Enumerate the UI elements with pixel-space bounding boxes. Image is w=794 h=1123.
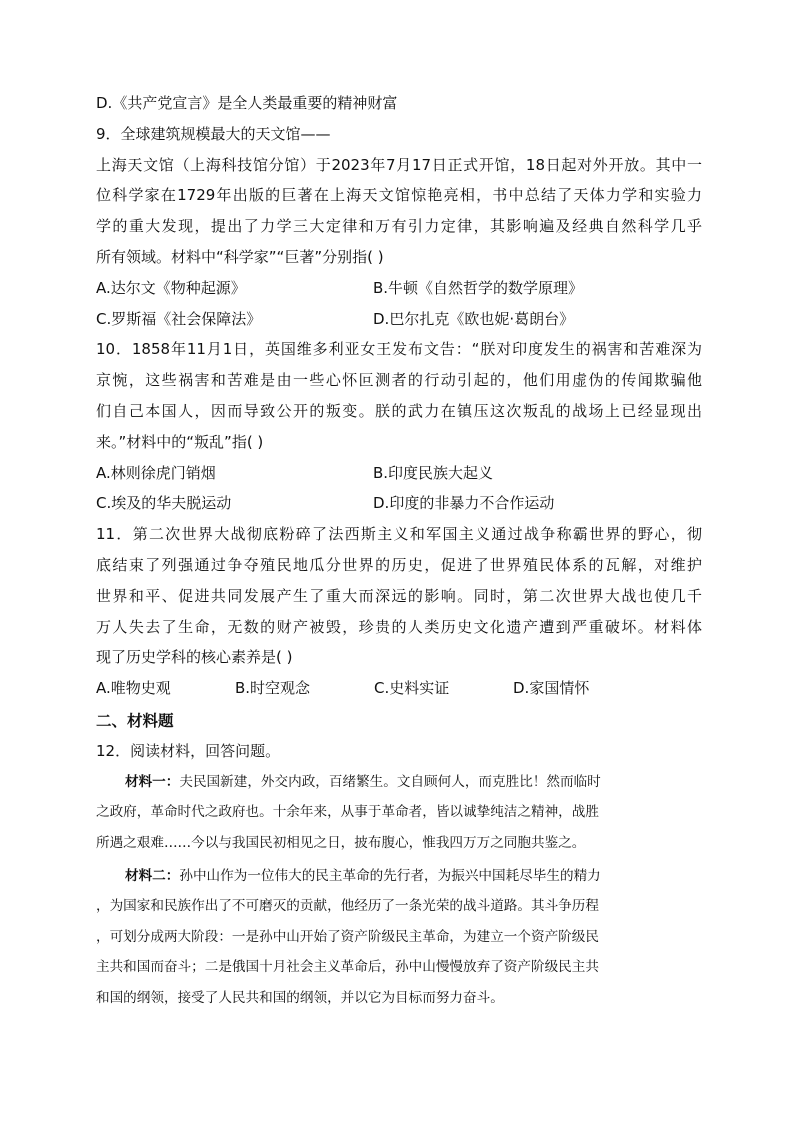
q11-option-a[interactable]: A.唯物史观: [96, 679, 171, 698]
material-2-label: 材料二：: [125, 867, 180, 884]
material-1: [96, 767, 702, 859]
material-2: [96, 861, 702, 1014]
q11-options-row: [96, 673, 702, 704]
q10-options-row: [96, 458, 702, 489]
q9-option-a[interactable]: A.达尔文《物种起源》: [96, 278, 246, 297]
material-1-line: 之政府，革命时代之政府也。十余年来，从事于革命者，皆以诚挚纯洁之精神，战胜: [96, 804, 599, 821]
q11-line: 现了历史学科的核心素养是( ): [96, 648, 293, 667]
q11-option-c[interactable]: C.史料实证: [374, 679, 450, 698]
q9-line: 学的重大发现，提出了力学三大定律和万有引力定律，其影响遍及经典自然科学几乎: [96, 217, 702, 236]
material-1-label: 材料一：: [125, 773, 180, 790]
material-2-line: ，可划分成两大阶段：一是孙中山开始了资产阶级民主革命，为建立一个资产阶级民: [96, 928, 599, 945]
q11-line: 世界和平、促进共同发展产生了重大而深远的影响。同时，第二次世界大战也使几千: [96, 586, 702, 605]
q9-option-b[interactable]: B.牛顿《自然哲学的数学原理》: [373, 278, 584, 297]
q9-line: 位科学家在1729年出版的巨著在上海天文馆惊艳亮相，书中总结了天体力学和实验力: [96, 186, 702, 205]
question-11: [96, 519, 702, 704]
material-2-text: 孙中山作为一位伟大的民主革命的先行者，为振兴中国耗尽毕生的精力: [179, 867, 601, 884]
q11-line: 11．第二次世界大战彻底粉碎了法西斯主义和军国主义通过战争称霸世界的野心，彻: [96, 525, 702, 544]
q8-option-d: D.《共产党宣言》是全人类最重要的精神财富: [96, 94, 398, 112]
material-1-text: 夫民国新建，外交内政，百绪繁生。文自顾何人，而克胜比！然而临时: [179, 773, 601, 790]
q9-line: 所有领域。材料中“科学家”“巨著”分别指( ): [96, 247, 384, 266]
question-12: [96, 736, 702, 1014]
q9-option-d[interactable]: D.巴尔扎克《欧也妮·葛朗台》: [373, 309, 575, 328]
q10-line: 们自己本国人，因而导致公开的叛变。朕的武力在镇压这次叛乱的战场上已经显现出: [96, 401, 702, 420]
material-1-line: [96, 767, 702, 798]
material-2-line: [96, 861, 702, 892]
exam-page: [96, 88, 702, 1013]
q9-line: 上海天文馆（上海科技馆分馆）于2023年7月17日正式开馆，18日起对外开放。其中一: [96, 155, 702, 174]
question-9: [96, 119, 702, 335]
q10-option-d[interactable]: D.印度的非暴力不合作运动: [373, 494, 555, 513]
q10-line: 来。”材料中的“叛乱”指( ): [96, 432, 264, 451]
q10-option-b[interactable]: B.印度民族大起义: [373, 463, 494, 482]
q12-intro: 12．阅读材料，回答问题。: [96, 741, 281, 760]
q9-options-row: [96, 273, 702, 304]
q11-line: 万人失去了生命，无数的财产被毁，珍贵的人类历史文化遗产遭到严重破坏。材料体: [96, 617, 702, 636]
material-2-line: ，为国家和民族作出了不可磨灭的贡献，他经历了一条光荣的战斗道路。其斗争历程: [96, 898, 599, 915]
q9-option-c[interactable]: C.罗斯福《社会保障法》: [96, 309, 262, 328]
q9-options-row: [96, 304, 702, 335]
section-title: 二、材料题: [96, 711, 174, 730]
q9-line: 9．全球建筑规模最大的天文馆——: [96, 124, 331, 143]
q11-line: 底结束了列强通过争夺殖民地瓜分世界的历史，促进了世界殖民体系的瓦解，对维护: [96, 555, 702, 574]
q10-line: 京惋，这些祸害和苦难是由一些心怀叵测者的行动引起的，他们用虚伪的传闻欺骗他: [96, 371, 702, 390]
q10-line: 10．1858年11月1日，英国维多利亚女王发布文告：“朕对印度发生的祸害和苦难深为: [96, 340, 702, 359]
q10-option-a[interactable]: A.林则徐虎门销烟: [96, 463, 216, 482]
material-1-line: 所遇之艰难……今以与我国民初相见之日，披布腹心，惟我四万万之同胞共鉴之。: [96, 834, 586, 851]
q10-option-c[interactable]: C.埃及的华夫脱运动: [96, 494, 232, 513]
q11-option-d[interactable]: D.家国情怀: [513, 679, 590, 698]
q11-option-b[interactable]: B.时空观念: [235, 679, 311, 698]
q10-options-row: [96, 488, 702, 519]
material-2-line: 主共和国而奋斗；二是俄国十月社会主义革命后，孙中山慢慢放弃了资产阶级民主共: [96, 959, 599, 976]
question-10: [96, 334, 702, 519]
material-2-line: 和国的纲领，接受了人民共和国的纲领，并以它为目标而努力奋斗。: [96, 989, 504, 1006]
